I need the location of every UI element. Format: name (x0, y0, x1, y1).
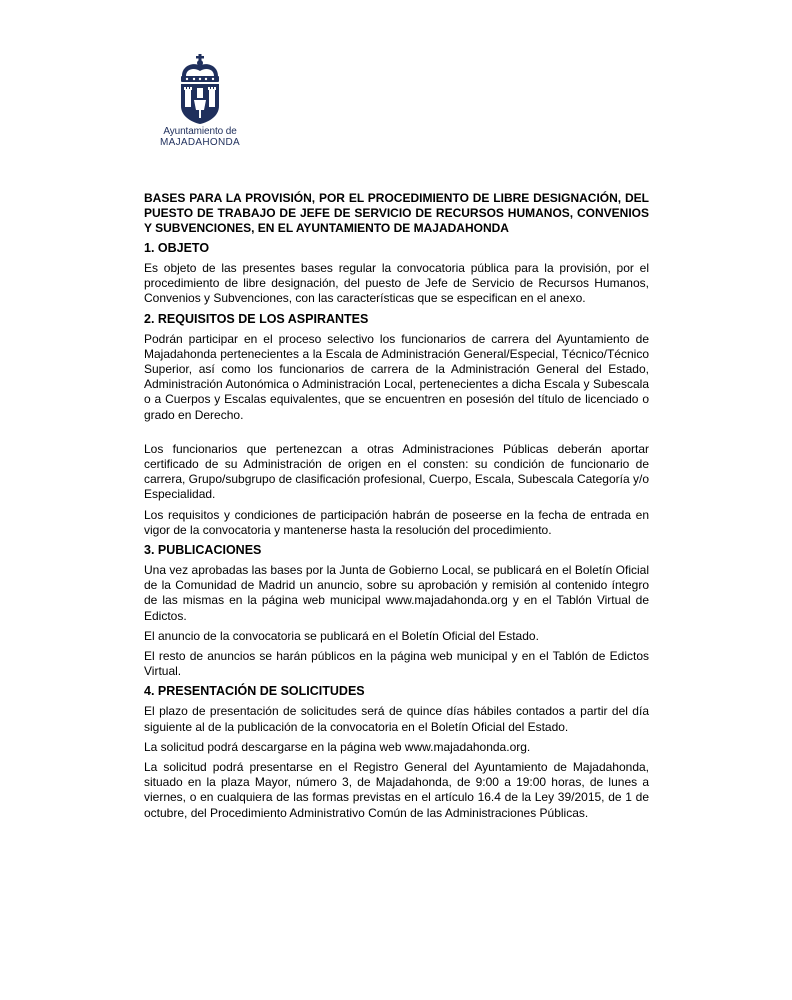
section-paragraph: Los funcionarios que pertenezcan a otras Administraciones Públicas deberán aportar certificado de su Administración de origen en el consten: su condición de funcionario de carrera, Grupo/subgrupo de clasificación profesional, Cuerpo, Escala, Subescala Categoría y/o Especialidad. (144, 441, 649, 502)
document-body (144, 191, 649, 826)
logo-text-line1: Ayuntamiento de (163, 126, 237, 137)
section-heading-objeto: 1. OBJETO (144, 241, 210, 255)
section-paragraph: La solicitud podrá presentarse en el Registro General del Ayuntamiento de Majadahonda, situado en la plaza Mayor, número 3, de Majadahonda, de 9:00 a 19:00 horas, de lunes a viernes, o en cualquiera de las formas previstas en el artículo 16.4 de la Ley 39/2015, de 1 de octubre, del Procedimiento Administrativo Común de las Administraciones Públicas. (144, 760, 649, 820)
section-paragraph: Los requisitos y condiciones de participación habrán de poseerse en la fecha de entrada en vigor de la convocatoria y mantenerse hasta la resolución del procedimiento. (144, 507, 649, 537)
document-title: BASES PARA LA PROVISIÓN, POR EL PROCEDIMIENTO DE LIBRE DESIGNACIÓN, DEL PUESTO DE TRABAJO DE JEFE DE SERVICIO DE RECURSOS HUMANOS, CONVENIOS Y SUBVENCIONES, EN EL AYUNTAMIENTO DE MAJADAHONDA (144, 191, 649, 235)
section-paragraph: El anuncio de la convocatoria se publicará en el Boletín Oficial del Estado. (144, 628, 539, 643)
section-paragraph: Podrán participar en el proceso selectivo los funcionarios de carrera del Ayuntamiento de Majadahonda pertenecientes a la Escala de Administración General/Especial, Técnico/Técnico Superior, así como los funcionarios de carrera de la Administración General del Estado, Administración Autonómica o Administración Local, pertenecientes a dicha Escala y Subescala o a Cuerpos y Escalas equivalentes, que se encuentren en posesión del título de licenciado o grado en Derecho. (144, 331, 649, 422)
logo-text-line2: MAJADAHONDA (160, 137, 240, 148)
section-paragraph: La solicitud podrá descargarse en la página web www.majadahonda.org. (144, 739, 531, 754)
municipal-logo (150, 54, 250, 148)
section-paragraph: Es objeto de las presentes bases regular la convocatoria pública para la provisión, por el procedimiento de libre designación, del puesto de Jefe de Servicio de Recursos Humanos, Convenios y Subvenciones, con las características que se especifican en el anexo. (144, 261, 649, 306)
section-heading-publicaciones: 3. PUBLICACIONES (144, 543, 262, 558)
coat-of-arms-icon (174, 54, 226, 124)
section-paragraph: El resto de anuncios se harán públicos en la página web municipal y en el Tablón de Edictos Virtual. (144, 649, 649, 679)
section-heading-requisitos: 2. REQUISITOS DE LOS ASPIRANTES (144, 311, 369, 326)
section-paragraph: Una vez aprobadas las bases por la Junta de Gobierno Local, se publicará en el Boletín Oficial de la Comunidad de Madrid un anuncio, sobre su aprobación y remisión al contenido íntegro de las mismas en la página web municipal www.majadahonda.org y en el Tablón Virtual de Edictos. (144, 563, 649, 623)
section-paragraph: El plazo de presentación de solicitudes será de quince días hábiles contados a partir del día siguiente al de la publicación de la convocatoria en el Boletín Oficial del Estado. (144, 704, 649, 734)
section-heading-presentacion: 4. PRESENTACIÓN DE SOLICITUDES (144, 684, 365, 699)
